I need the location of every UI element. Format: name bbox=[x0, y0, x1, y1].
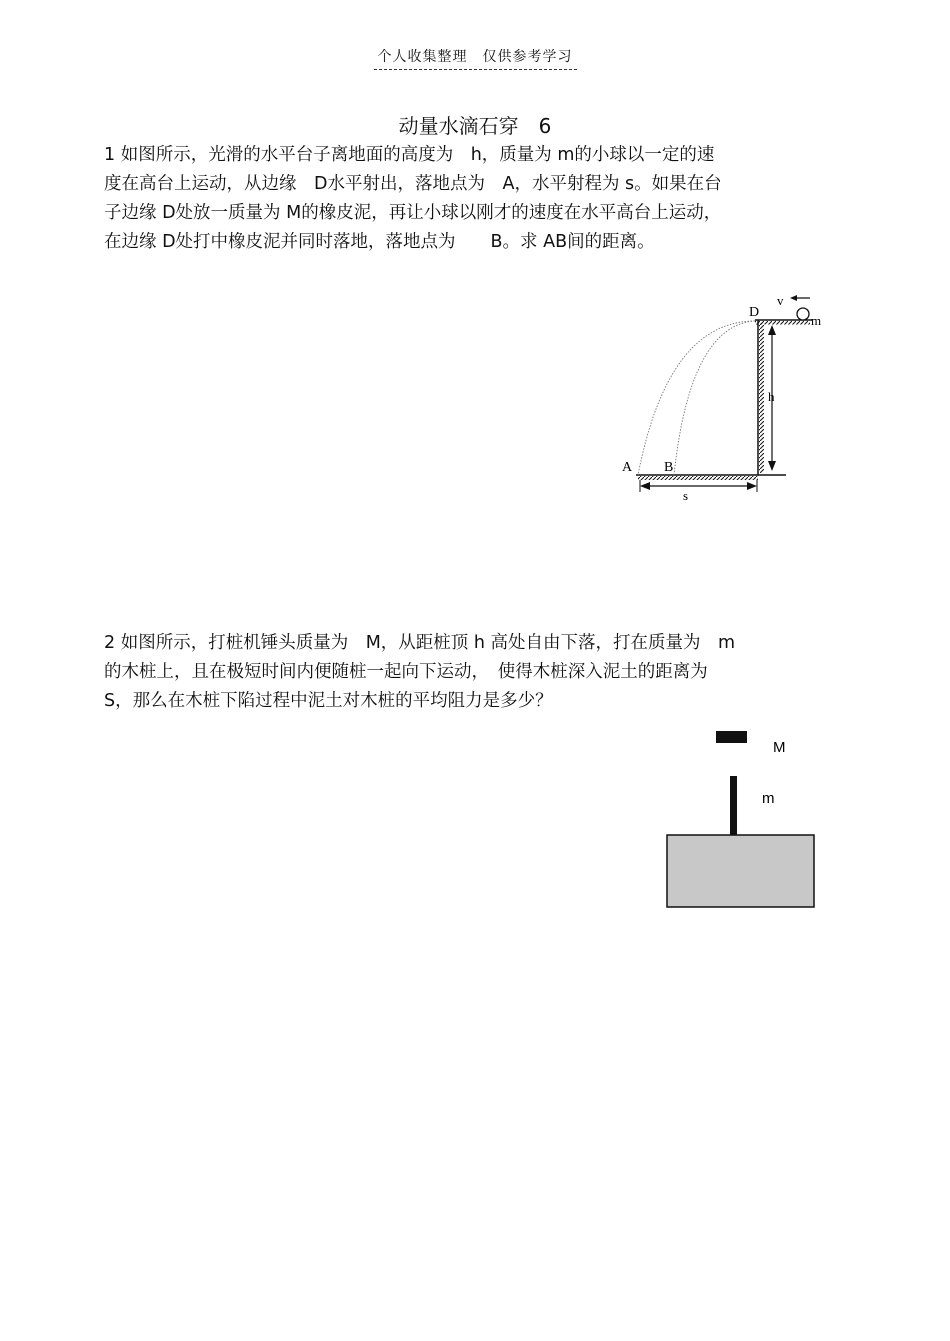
figure-2-pile-driver-diagram bbox=[655, 720, 835, 920]
s-arrowhead-right bbox=[747, 482, 757, 490]
ground-hatch bbox=[638, 476, 758, 480]
problem-1-line: 1 如图所示，光滑的水平台子离地面的高度为 h，质量为 m的小球以一定的速 bbox=[104, 145, 715, 165]
hammer-block bbox=[716, 731, 747, 743]
trajectory-a bbox=[638, 321, 755, 475]
ball-m bbox=[797, 308, 809, 320]
label-v: v bbox=[777, 293, 784, 308]
problem-2-text bbox=[104, 629, 864, 716]
page-title: 动量水滴石穿 6 bbox=[398, 114, 552, 138]
problem-1-line: 在边缘 D处打中橡皮泥并同时落地，落地点为 B。求 AB间的距离。 bbox=[104, 232, 655, 252]
pile-post bbox=[730, 776, 737, 838]
label-m: m bbox=[811, 313, 822, 328]
label-a: A bbox=[622, 460, 633, 475]
label-b: B bbox=[664, 460, 674, 475]
label-s: s bbox=[683, 488, 689, 503]
header-text: 个人收集整理 仅供参考学习 bbox=[374, 46, 577, 70]
label-h: h bbox=[768, 389, 775, 404]
trajectory-b bbox=[674, 321, 755, 475]
problem-1-line: 子边缘 D处放一质量为 M的橡皮泥，再让小球以刚才的速度在水平高台上运动， bbox=[104, 203, 722, 223]
platform-wall-hatch bbox=[759, 323, 764, 473]
label-hammer-m: M bbox=[773, 739, 786, 756]
problem-2-line: 2 如图所示，打桩机锤头质量为 M，从距桩顶 h 高处自由下落，打在质量为 m bbox=[104, 633, 736, 653]
problem-2-line: 的木桩上，且在极短时间内便随桩一起向下运动， 使得木桩深入泥土的距离为 bbox=[104, 662, 708, 682]
velocity-arrowhead bbox=[790, 295, 797, 301]
page-header bbox=[0, 46, 950, 70]
label-d: D bbox=[749, 305, 760, 320]
ground-block bbox=[667, 835, 814, 907]
problem-2-line: S，那么在木桩下陷过程中泥土对木桩的平均阻力是多少？ bbox=[104, 691, 553, 711]
h-arrowhead-top bbox=[768, 325, 776, 335]
s-arrowhead-left bbox=[640, 482, 650, 490]
problem-1-text bbox=[104, 141, 864, 257]
label-pile-m: m bbox=[762, 790, 775, 807]
problem-1-line: 度在高台上运动，从边缘 D水平射出，落地点为 A，水平射程为 s。如果在台 bbox=[104, 174, 722, 194]
h-arrowhead-bottom bbox=[768, 461, 776, 471]
figure-1-projectile-diagram bbox=[600, 285, 850, 510]
